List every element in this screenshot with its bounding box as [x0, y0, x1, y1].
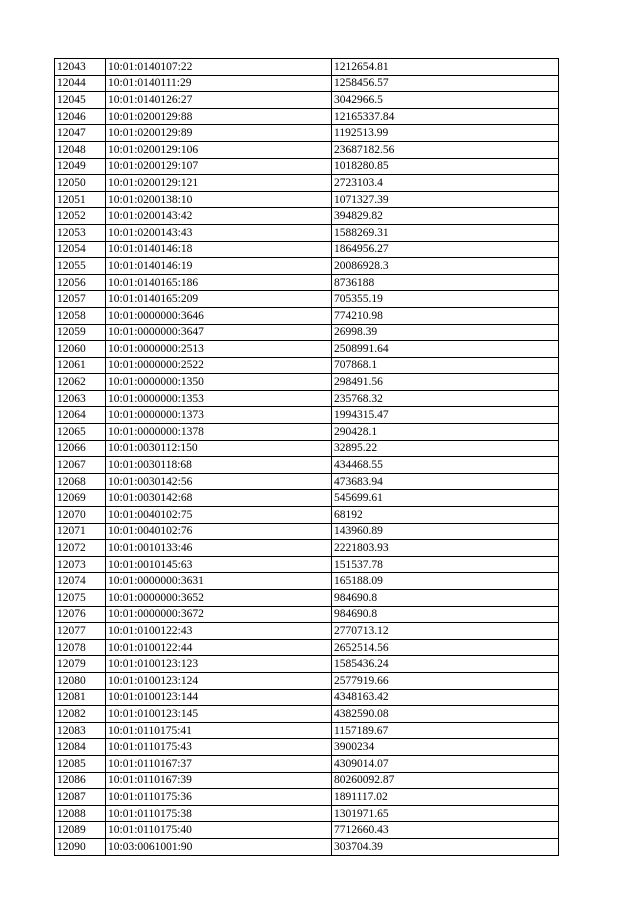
table-body [55, 59, 559, 856]
row-number-cell: 12057 [55, 291, 106, 308]
value-cell: 1864956.27 [332, 241, 559, 258]
table-row [55, 92, 559, 109]
table-row [55, 125, 559, 142]
table-row [55, 258, 559, 275]
cadastral-number-cell: 10:01:0000000:1350 [106, 374, 332, 391]
cadastral-number-cell: 10:01:0200129:107 [106, 158, 332, 175]
cadastral-number-cell: 10:01:0200143:42 [106, 208, 332, 225]
row-number-cell: 12066 [55, 440, 106, 457]
row-number-cell: 12084 [55, 739, 106, 756]
table-row [55, 739, 559, 756]
row-number-cell: 12058 [55, 307, 106, 324]
row-number-cell: 12061 [55, 357, 106, 374]
cadastral-number-cell: 10:01:0140165:186 [106, 274, 332, 291]
table-row [55, 606, 559, 623]
value-cell: 1585436.24 [332, 656, 559, 673]
table-row [55, 772, 559, 789]
value-cell: 303704.39 [332, 838, 559, 855]
row-number-cell: 12054 [55, 241, 106, 258]
cadastral-number-cell: 10:01:0140146:19 [106, 258, 332, 275]
row-number-cell: 12082 [55, 706, 106, 723]
table-row [55, 390, 559, 407]
table-row [55, 573, 559, 590]
table-row [55, 590, 559, 607]
cadastral-number-cell: 10:01:0200129:121 [106, 175, 332, 192]
row-number-cell: 12064 [55, 407, 106, 424]
table-row [55, 523, 559, 540]
value-cell: 7712660.43 [332, 822, 559, 839]
table-row [55, 341, 559, 358]
row-number-cell: 12059 [55, 324, 106, 341]
row-number-cell: 12075 [55, 590, 106, 607]
row-number-cell: 12081 [55, 689, 106, 706]
value-cell: 1192513.99 [332, 125, 559, 142]
cadastral-number-cell: 10:01:0110175:36 [106, 789, 332, 806]
table-row [55, 440, 559, 457]
cadastral-number-cell: 10:01:0140126:27 [106, 92, 332, 109]
row-number-cell: 12048 [55, 141, 106, 158]
row-number-cell: 12050 [55, 175, 106, 192]
value-cell: 1018280.85 [332, 158, 559, 175]
value-cell: 2652514.56 [332, 639, 559, 656]
cadastral-number-cell: 10:01:0140111:29 [106, 75, 332, 92]
row-number-cell: 12063 [55, 390, 106, 407]
value-cell: 4309014.07 [332, 755, 559, 772]
cadastral-number-cell: 10:01:0000000:3647 [106, 324, 332, 341]
row-number-cell: 12053 [55, 224, 106, 241]
table-row [55, 75, 559, 92]
cadastral-number-cell: 10:01:0000000:3652 [106, 590, 332, 607]
value-cell: 3900234 [332, 739, 559, 756]
row-number-cell: 12067 [55, 457, 106, 474]
value-cell: 151537.78 [332, 556, 559, 573]
cadastral-number-cell: 10:01:0010145:63 [106, 556, 332, 573]
value-cell: 8736188 [332, 274, 559, 291]
table-row [55, 374, 559, 391]
row-number-cell: 12062 [55, 374, 106, 391]
cadastral-number-cell: 10:01:0000000:1353 [106, 390, 332, 407]
value-cell: 2577919.66 [332, 672, 559, 689]
value-cell: 1588269.31 [332, 224, 559, 241]
table-row [55, 540, 559, 557]
row-number-cell: 12088 [55, 805, 106, 822]
row-number-cell: 12049 [55, 158, 106, 175]
value-cell: 2770713.12 [332, 623, 559, 640]
value-cell: 1212654.81 [332, 59, 559, 76]
cadastral-number-cell: 10:01:0100123:124 [106, 672, 332, 689]
row-number-cell: 12087 [55, 789, 106, 806]
cadastral-number-cell: 10:01:0110175:43 [106, 739, 332, 756]
table-row [55, 507, 559, 524]
row-number-cell: 12073 [55, 556, 106, 573]
cadastral-number-cell: 10:01:0100122:43 [106, 623, 332, 640]
row-number-cell: 12045 [55, 92, 106, 109]
cadastral-number-cell: 10:01:0100122:44 [106, 639, 332, 656]
value-cell: 1891117.02 [332, 789, 559, 806]
table-row [55, 424, 559, 441]
cadastral-number-cell: 10:01:0100123:123 [106, 656, 332, 673]
value-cell: 1301971.65 [332, 805, 559, 822]
value-cell: 394829.82 [332, 208, 559, 225]
value-cell: 26998.39 [332, 324, 559, 341]
cadastral-number-cell: 10:01:0140165:209 [106, 291, 332, 308]
table-row [55, 689, 559, 706]
table-row [55, 407, 559, 424]
cadastral-number-cell: 10:01:0040102:76 [106, 523, 332, 540]
value-cell: 434468.55 [332, 457, 559, 474]
cadastral-number-cell: 10:01:0200129:106 [106, 141, 332, 158]
row-number-cell: 12046 [55, 108, 106, 125]
cadastral-number-cell: 10:01:0200138:10 [106, 191, 332, 208]
row-number-cell: 12055 [55, 258, 106, 275]
table-row [55, 274, 559, 291]
table-row [55, 473, 559, 490]
cadastral-number-cell: 10:01:0110175:41 [106, 722, 332, 739]
table-row [55, 656, 559, 673]
cadastral-number-cell: 10:03:0061001:90 [106, 838, 332, 855]
value-cell: 1258456.57 [332, 75, 559, 92]
table-row [55, 191, 559, 208]
row-number-cell: 12071 [55, 523, 106, 540]
cadastral-number-cell: 10:01:0030112:150 [106, 440, 332, 457]
value-cell: 143960.89 [332, 523, 559, 540]
table-row [55, 141, 559, 158]
value-cell: 1994315.47 [332, 407, 559, 424]
table-row [55, 805, 559, 822]
row-number-cell: 12068 [55, 473, 106, 490]
table-row [55, 241, 559, 258]
value-cell: 1157189.67 [332, 722, 559, 739]
table-row [55, 457, 559, 474]
table-row [55, 59, 559, 76]
cadastral-number-cell: 10:01:0000000:2522 [106, 357, 332, 374]
table-row [55, 158, 559, 175]
row-number-cell: 12078 [55, 639, 106, 656]
table-row [55, 175, 559, 192]
row-number-cell: 12047 [55, 125, 106, 142]
cadastral-number-cell: 10:01:0000000:3646 [106, 307, 332, 324]
cadastral-value-table [54, 58, 559, 856]
value-cell: 80260092.87 [332, 772, 559, 789]
table-row [55, 789, 559, 806]
row-number-cell: 12056 [55, 274, 106, 291]
value-cell: 707868.1 [332, 357, 559, 374]
table-row [55, 108, 559, 125]
table-row [55, 822, 559, 839]
cadastral-number-cell: 10:01:0110167:37 [106, 755, 332, 772]
table-row [55, 490, 559, 507]
value-cell: 984690.8 [332, 606, 559, 623]
table-row [55, 307, 559, 324]
cadastral-number-cell: 10:01:0200129:88 [106, 108, 332, 125]
row-number-cell: 12044 [55, 75, 106, 92]
row-number-cell: 12079 [55, 656, 106, 673]
value-cell: 4348163.42 [332, 689, 559, 706]
table-row [55, 357, 559, 374]
row-number-cell: 12072 [55, 540, 106, 557]
cadastral-number-cell: 10:01:0140107:22 [106, 59, 332, 76]
value-cell: 3042966.5 [332, 92, 559, 109]
value-cell: 4382590.08 [332, 706, 559, 723]
cadastral-number-cell: 10:01:0000000:1373 [106, 407, 332, 424]
row-number-cell: 12080 [55, 672, 106, 689]
row-number-cell: 12043 [55, 59, 106, 76]
cadastral-number-cell: 10:01:0000000:1378 [106, 424, 332, 441]
table-row [55, 623, 559, 640]
table-row [55, 639, 559, 656]
row-number-cell: 12065 [55, 424, 106, 441]
row-number-cell: 12089 [55, 822, 106, 839]
value-cell: 473683.94 [332, 473, 559, 490]
cadastral-number-cell: 10:01:0040102:75 [106, 507, 332, 524]
cadastral-number-cell: 10:01:0110175:40 [106, 822, 332, 839]
cadastral-number-cell: 10:01:0110167:39 [106, 772, 332, 789]
row-number-cell: 12083 [55, 722, 106, 739]
row-number-cell: 12069 [55, 490, 106, 507]
row-number-cell: 12074 [55, 573, 106, 590]
value-cell: 165188.09 [332, 573, 559, 590]
value-cell: 774210.98 [332, 307, 559, 324]
cadastral-number-cell: 10:01:0100123:145 [106, 706, 332, 723]
cadastral-number-cell: 10:01:0100123:144 [106, 689, 332, 706]
row-number-cell: 12085 [55, 755, 106, 772]
cadastral-number-cell: 10:01:0030118:68 [106, 457, 332, 474]
table-row [55, 208, 559, 225]
value-cell: 298491.56 [332, 374, 559, 391]
value-cell: 235768.32 [332, 390, 559, 407]
cadastral-number-cell: 10:01:0030142:68 [106, 490, 332, 507]
table-row [55, 556, 559, 573]
row-number-cell: 12090 [55, 838, 106, 855]
cadastral-number-cell: 10:01:0000000:3631 [106, 573, 332, 590]
value-cell: 2723103.4 [332, 175, 559, 192]
row-number-cell: 12086 [55, 772, 106, 789]
cadastral-number-cell: 10:01:0030142:56 [106, 473, 332, 490]
table-row [55, 291, 559, 308]
value-cell: 2221803.93 [332, 540, 559, 557]
cadastral-number-cell: 10:01:0140146:18 [106, 241, 332, 258]
value-cell: 32895.22 [332, 440, 559, 457]
row-number-cell: 12052 [55, 208, 106, 225]
table-row [55, 706, 559, 723]
cadastral-number-cell: 10:01:0200129:89 [106, 125, 332, 142]
table-row [55, 224, 559, 241]
table-row [55, 755, 559, 772]
value-cell: 2508991.64 [332, 341, 559, 358]
row-number-cell: 12076 [55, 606, 106, 623]
table-row [55, 838, 559, 855]
value-cell: 68192 [332, 507, 559, 524]
cadastral-number-cell: 10:01:0000000:3672 [106, 606, 332, 623]
value-cell: 545699.61 [332, 490, 559, 507]
cadastral-number-cell: 10:01:0010133:46 [106, 540, 332, 557]
value-cell: 23687182.56 [332, 141, 559, 158]
row-number-cell: 12070 [55, 507, 106, 524]
value-cell: 984690.8 [332, 590, 559, 607]
cadastral-number-cell: 10:01:0110175:38 [106, 805, 332, 822]
cadastral-number-cell: 10:01:0200143:43 [106, 224, 332, 241]
row-number-cell: 12060 [55, 341, 106, 358]
table-row [55, 324, 559, 341]
row-number-cell: 12051 [55, 191, 106, 208]
value-cell: 705355.19 [332, 291, 559, 308]
value-cell: 1071327.39 [332, 191, 559, 208]
row-number-cell: 12077 [55, 623, 106, 640]
value-cell: 20086928.3 [332, 258, 559, 275]
value-cell: 290428.1 [332, 424, 559, 441]
cadastral-number-cell: 10:01:0000000:2513 [106, 341, 332, 358]
table-row [55, 672, 559, 689]
value-cell: 12165337.84 [332, 108, 559, 125]
table-row [55, 722, 559, 739]
